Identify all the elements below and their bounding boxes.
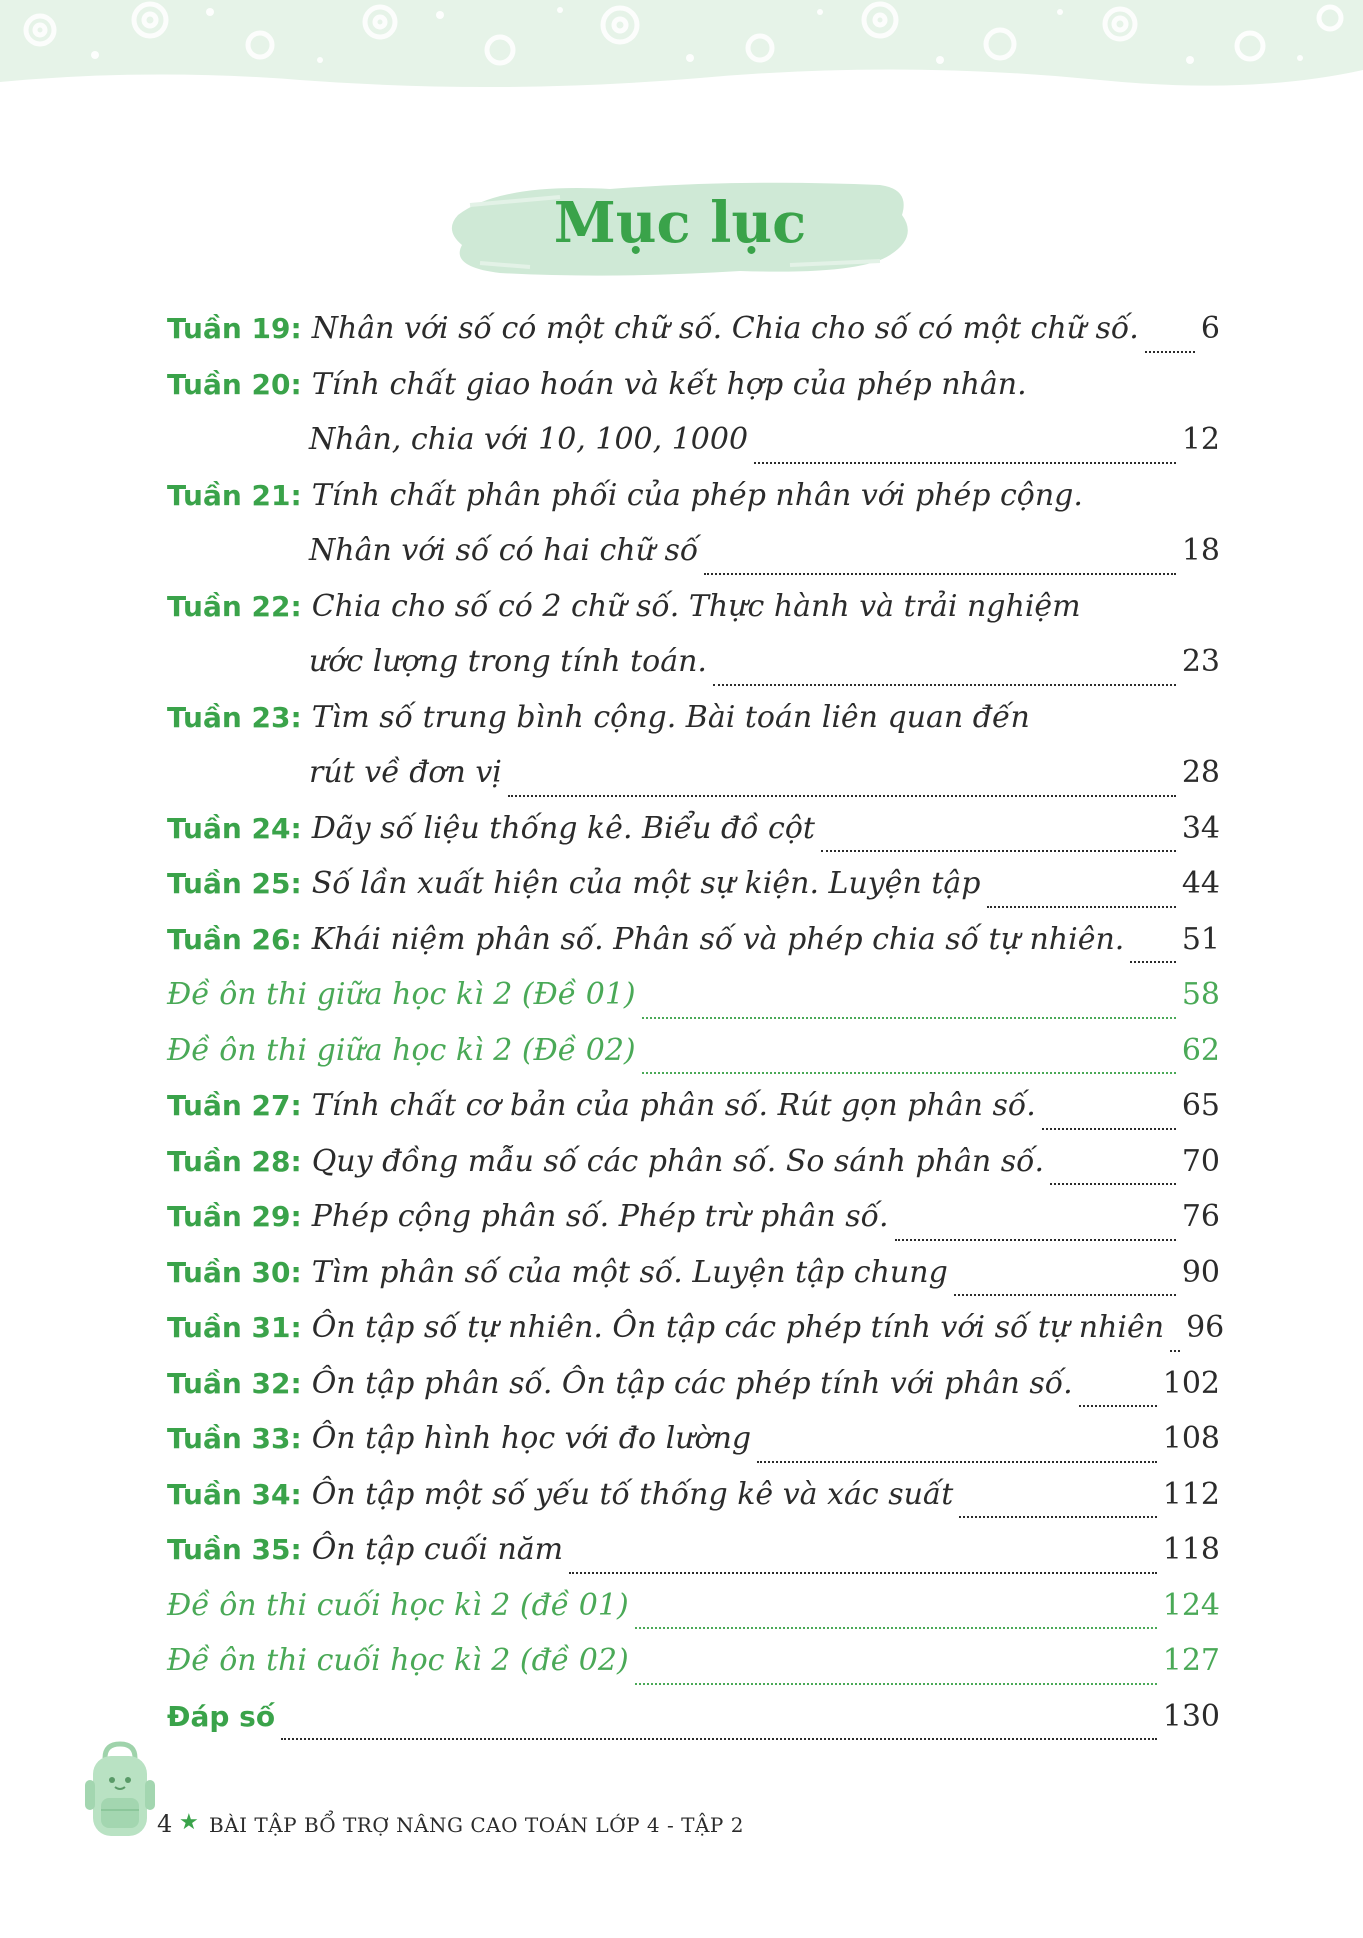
toc-line	[167, 866, 1220, 922]
toc-line	[167, 533, 1220, 589]
toc-line	[167, 977, 1220, 1033]
toc-page-number: 23	[1181, 644, 1220, 679]
toc-entry-title: Nhân, chia với 10, 100, 1000	[309, 422, 749, 457]
toc-entry	[167, 1588, 1220, 1644]
toc-entry-title: Tính chất cơ bản của phân số. Rút gọn phân số.	[311, 1088, 1036, 1123]
toc-entry-title: Tính chất phân phối của phép nhân với phép cộng.	[311, 477, 1083, 513]
toc-entry	[167, 1144, 1220, 1200]
toc-line	[167, 367, 1220, 423]
toc-line	[167, 922, 1220, 978]
toc-week-label: Tuần 21:	[167, 478, 302, 512]
toc-page-number: 28	[1181, 755, 1220, 790]
dot-leader	[1050, 1182, 1176, 1185]
toc-entry	[167, 700, 1220, 811]
toc-page-number: 6	[1200, 311, 1220, 346]
toc-entry-title: Đề ôn thi cuối học kì 2 (đề 02)	[167, 1643, 629, 1678]
toc-entry	[167, 1088, 1220, 1144]
toc-entry	[167, 1033, 1220, 1089]
toc-entry	[167, 367, 1220, 478]
dot-leader	[642, 1016, 1176, 1019]
backpack-icon	[85, 1740, 155, 1840]
toc-week-label: Tuần 20:	[167, 367, 302, 401]
toc-entry-title: rút về đơn vị	[309, 755, 502, 790]
dot-leader	[1130, 960, 1176, 963]
toc-entry	[167, 589, 1220, 700]
toc-page-number: 58	[1181, 977, 1220, 1012]
toc-entry-title: Tìm số trung bình cộng. Bài toán liên quan đến	[311, 699, 1030, 735]
dot-leader	[959, 1515, 1156, 1518]
toc-week-label: Tuần 34:	[167, 1477, 302, 1511]
dot-leader	[642, 1071, 1176, 1074]
toc-week-label: Tuần 19:	[167, 312, 302, 345]
footer	[85, 1740, 785, 1850]
book-title: BÀI TẬP BỔ TRỢ NÂNG CAO TOÁN LỚP 4 - TẬP 2	[209, 1813, 744, 1837]
star-icon: ★	[179, 1810, 199, 1835]
toc-week-label: Tuần 30:	[167, 1255, 302, 1289]
title-area	[440, 175, 920, 285]
toc-entry-title: Ôn tập phân số. Ôn tập các phép tính với phân số.	[311, 1365, 1073, 1401]
page-title: Mục lục	[553, 190, 807, 256]
toc-line	[167, 700, 1220, 756]
toc-page-number: 124	[1162, 1587, 1220, 1623]
toc-entry-title: ước lượng trong tính toán.	[309, 644, 707, 679]
toc-line	[167, 478, 1220, 534]
toc-entry-title: Nhân với số có một chữ số. Chia cho số có một chữ số.	[311, 311, 1139, 346]
toc-entry-title: Khái niệm phân số. Phân số và phép chia số tự nhiên.	[311, 921, 1125, 957]
toc-entry	[167, 1532, 1220, 1588]
toc-entry-title: Phép cộng phân số. Phép trừ phân số.	[311, 1199, 889, 1234]
dot-leader	[1079, 1404, 1157, 1407]
toc-entry	[167, 478, 1220, 589]
toc-entry	[167, 1643, 1220, 1699]
toc-line	[167, 422, 1220, 478]
toc-page-number: 127	[1162, 1643, 1220, 1678]
dot-leader	[569, 1571, 1157, 1574]
dot-leader	[1170, 1349, 1180, 1352]
toc-entry-title: Dãy số liệu thống kê. Biểu đồ cột	[311, 810, 815, 846]
toc-week-label: Tuần 26:	[167, 922, 302, 956]
toc-week-label: Tuần 23:	[167, 700, 302, 734]
decorative-top-band	[0, 0, 1363, 110]
toc-week-label: Tuần 22:	[167, 589, 302, 623]
toc-line	[167, 311, 1220, 367]
toc-page-number: 70	[1181, 1143, 1220, 1179]
dot-leader	[704, 572, 1176, 575]
toc-week-label: Tuần 31:	[167, 1311, 302, 1344]
dot-leader	[757, 1460, 1157, 1463]
toc-entry-title: Đề ôn thi giữa học kì 2 (Đề 01)	[167, 977, 636, 1012]
toc-entry	[167, 866, 1220, 922]
toc-line	[167, 1421, 1220, 1477]
toc-entry-title: Quy đồng mẫu số các phân số. So sánh phân số.	[311, 1143, 1044, 1179]
toc-week-label: Tuần 25:	[167, 867, 302, 900]
toc-line	[167, 1255, 1220, 1311]
dot-leader	[1145, 350, 1195, 353]
toc-page-number: 118	[1162, 1532, 1220, 1567]
toc-entry-title: Đáp số	[167, 1699, 276, 1733]
page-number: 4	[157, 1810, 173, 1838]
dot-leader	[954, 1293, 1176, 1296]
toc-entry-title: Ôn tập một số yếu tố thống kê và xác suất	[311, 1476, 954, 1512]
toc-entry-title: Đề ôn thi giữa học kì 2 (Đề 02)	[167, 1032, 636, 1068]
toc-line	[167, 644, 1220, 700]
toc-line	[167, 1532, 1220, 1588]
toc-line	[167, 1088, 1220, 1144]
toc-entry-title: Tính chất giao hoán và kết hợp của phép nhân.	[311, 366, 1027, 402]
toc-week-label: Tuần 35:	[167, 1533, 302, 1566]
toc-week-label: Tuần 28:	[167, 1144, 302, 1178]
dot-leader	[635, 1626, 1157, 1629]
toc-entry	[167, 1310, 1225, 1366]
toc-page-number: 76	[1181, 1199, 1220, 1234]
toc-line	[167, 1310, 1225, 1366]
toc-entry-title: Nhân với số có hai chữ số	[309, 533, 699, 568]
toc-line	[167, 1144, 1220, 1200]
toc-page-number: 44	[1181, 866, 1220, 901]
toc-entry-title: Ôn tập hình học với đo lường	[311, 1421, 752, 1456]
toc-entry	[167, 1255, 1220, 1311]
toc-page-number: 90	[1181, 1254, 1220, 1290]
toc-page-number: 51	[1181, 921, 1220, 957]
toc-page-number: 130	[1162, 1698, 1220, 1734]
toc-line	[167, 1366, 1220, 1422]
table-of-contents	[167, 311, 1225, 1754]
toc-entry-title: Tìm phân số của một số. Luyện tập chung	[311, 1254, 948, 1290]
toc-week-label: Tuần 29:	[167, 1200, 302, 1233]
dot-leader	[1042, 1127, 1176, 1130]
dot-leader	[821, 849, 1176, 852]
toc-page-number: 34	[1181, 810, 1220, 846]
toc-week-label: Tuần 32:	[167, 1366, 302, 1400]
toc-entry	[167, 922, 1220, 978]
toc-line	[167, 589, 1220, 645]
toc-entry	[167, 1421, 1220, 1477]
toc-entry-title: Ôn tập cuối năm	[311, 1532, 564, 1567]
toc-entry-title: Ôn tập số tự nhiên. Ôn tập các phép tính với số tự nhiên	[311, 1310, 1165, 1345]
toc-line	[167, 1033, 1220, 1089]
toc-line	[167, 1588, 1220, 1644]
toc-line	[167, 1477, 1220, 1533]
toc-page-number: 65	[1181, 1088, 1220, 1123]
toc-page-number: 102	[1162, 1365, 1220, 1401]
toc-week-label: Tuần 24:	[167, 811, 302, 845]
toc-page-number: 18	[1181, 533, 1220, 568]
toc-page-number: 112	[1162, 1476, 1220, 1512]
toc-entry-title: Số lần xuất hiện của một sự kiện. Luyện tập	[311, 866, 981, 901]
toc-page-number: 12	[1181, 422, 1220, 457]
toc-page-number: 96	[1186, 1310, 1225, 1345]
toc-entry	[167, 811, 1220, 867]
dot-leader	[635, 1682, 1157, 1685]
toc-line	[167, 811, 1220, 867]
toc-entry	[167, 311, 1220, 367]
dot-leader	[713, 683, 1176, 686]
toc-week-label: Tuần 27:	[167, 1089, 302, 1122]
toc-entry-title: Đề ôn thi cuối học kì 2 (đề 01)	[167, 1587, 629, 1623]
dot-leader	[987, 905, 1176, 908]
dot-leader	[508, 794, 1176, 797]
toc-line	[167, 1199, 1220, 1255]
toc-page-number: 108	[1162, 1421, 1220, 1456]
dot-leader	[754, 461, 1176, 464]
toc-entry-title: Chia cho số có 2 chữ số. Thực hành và trải nghiệm	[311, 588, 1081, 624]
toc-entry	[167, 1477, 1220, 1533]
toc-week-label: Tuần 33:	[167, 1422, 302, 1455]
toc-line	[167, 1643, 1220, 1699]
toc-page-number: 62	[1181, 1032, 1220, 1068]
toc-entry	[167, 1366, 1220, 1422]
toc-entry	[167, 977, 1220, 1033]
dot-leader	[895, 1238, 1176, 1241]
toc-line	[167, 755, 1220, 811]
toc-entry	[167, 1199, 1220, 1255]
